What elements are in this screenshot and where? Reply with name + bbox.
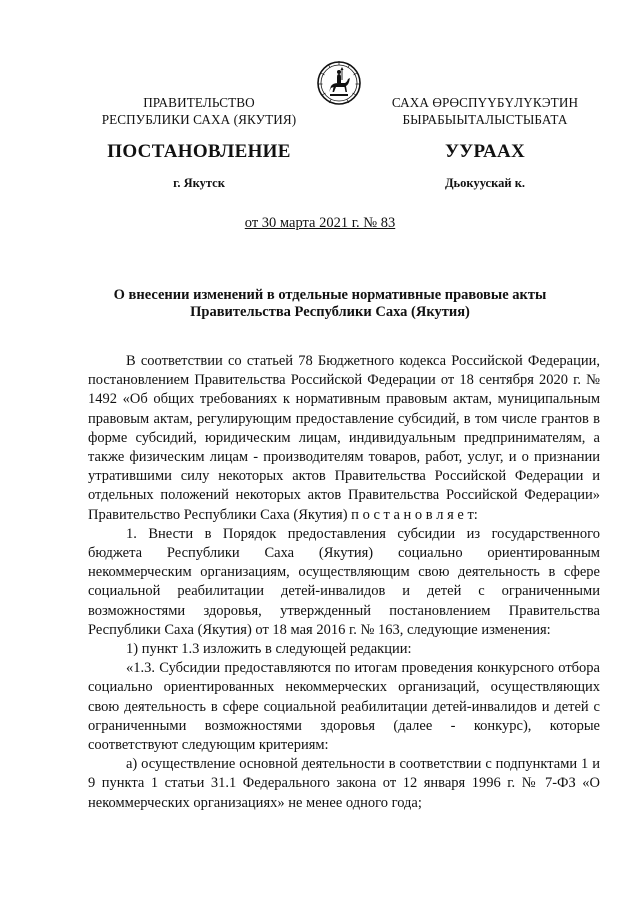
left-doctype: ПОСТАНОВЛЕНИЕ	[107, 141, 291, 162]
left-org-line2: РЕСПУБЛИКИ САХА (ЯКУТИЯ)	[101, 112, 297, 127]
document-header	[0, 58, 640, 198]
document-date-number: от 30 марта 2021 г. № 83	[244, 215, 396, 231]
republic-emblem-icon	[316, 58, 362, 108]
body-paragraph-item-1: 1. Внести в Порядок предоставления субсидии из государственного бюджета Республики Саха (Якутия) социально ориентированным некоммерческим организациям, осуществляющим свою деятельность в сфере социальной реабилитации детей-инвалидов и детей с ограниченными возможностями здоровья, утвержденный постановлением Правительства Республики Саха (Якутия) от 18 мая 2016 г. № 163, следующие изменения:	[88, 525, 600, 638]
body-paragraph-criterion-a: а) осуществление основной деятельности в соответствии с подпунктами 1 и 9 пункта 1 статьи 31.1 Федерального закона от 12 января 1996 г. № 7-ФЗ «О некоммерческих организациях» не менее одного года;	[88, 756, 600, 811]
right-org-line1: САХА ӨРӨСПҮҮБҮЛҮКЭТИН	[391, 95, 579, 110]
left-org-name	[64, 94, 334, 128]
body-paragraph-preamble: В соответствии со статьей 78 Бюджетного кодекса Российской Федерации, постановлением Правительства Российской Федерации от 18 сентября 2020 г. № 1492 «Об общих требованиях к нормативным правовым актам, муниципальным правовым актам, регулирующим предоставление субсидий, в том числе грантов в форме субсидий, юридическим лицам, индивидуальным предпринимателям, а также физическим лицам - производителям товаров, работ, услуг, и о признании утратившими силу некоторых актов Правительства Российской Федерации и отдельных положений некоторых актов Правительства Российской Федерации» Правительство Республики Саха (Якутия) п о с т а н о в л я е т:	[88, 353, 600, 523]
right-org-name	[364, 94, 606, 128]
document-body	[88, 352, 600, 813]
left-city: г. Якутск	[173, 176, 225, 190]
right-city: Дьокуускай к.	[444, 176, 526, 190]
left-org-line1: ПРАВИТЕЛЬСТВО	[143, 95, 255, 110]
document-title	[80, 287, 580, 321]
right-doctype: УУРААХ	[444, 141, 526, 162]
right-org-line2: БЫРАБЫЫТАЛЫСТЫБАТА	[402, 112, 568, 127]
body-paragraph-subitem-1: 1) пункт 1.3 изложить в следующей редакции:	[126, 641, 412, 658]
title-line2: Правительства Республики Саха (Якутия)	[190, 304, 470, 320]
title-line1: О внесении изменений в отдельные нормативные правовые акты	[113, 287, 547, 303]
body-paragraph-clause-1-3: «1.3. Субсидии предоставляются по итогам проведения конкурсного отбора социально ориентированных некоммерческих организаций, осуществляющих свою деятельность в сфере социальной реабилитации детей-инвалидов и детей с ограниченными возможностями здоровья (далее - конкурс), которые соответствуют следующим критериям:	[88, 660, 600, 754]
